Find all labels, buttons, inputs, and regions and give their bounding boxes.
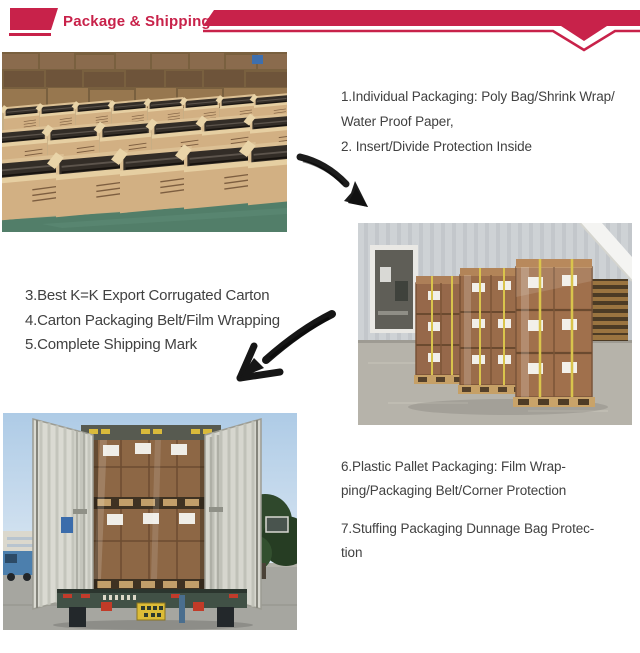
packaging-step-line: tion: [341, 544, 363, 560]
packaging-step-line: Water Proof Paper,: [341, 114, 454, 129]
container-loading-photo: [3, 413, 297, 630]
pallet-photo-illustration: [358, 223, 632, 425]
brush-arrow-down-right-graphic: [286, 150, 378, 214]
packaging-step-line: 5.Complete Shipping Mark: [25, 336, 197, 353]
brush-arrow-down-left-icon: [226, 308, 340, 394]
packaging-steps-block-3: [341, 455, 594, 564]
packaging-step-line: 3.Best K=K Export Corrugated Carton: [25, 287, 270, 304]
ribbon-bar-with-notch: [203, 10, 640, 41]
packaging-step-line: 6.Plastic Pallet Packaging: Film Wrap-: [341, 459, 566, 474]
packaging-step-line: 2. Insert/Divide Protection Inside: [341, 139, 532, 154]
ribbon-left-underline: [9, 33, 51, 36]
packaging-steps-block-1: [341, 84, 615, 159]
container-photo-illustration: [3, 413, 297, 630]
warehouse-photo-illustration: [2, 52, 287, 232]
warehouse-cartons-photo: [2, 52, 287, 232]
brush-arrow-down-right-icon: [286, 150, 378, 214]
packaging-step-line: 7.Stuffing Packaging Dunnage Bag Protec-: [341, 521, 595, 536]
packaging-step-line: ping/Packaging Belt/Corner Protection: [341, 482, 567, 498]
package-shipping-header: [0, 0, 640, 54]
ribbon-left-block: [10, 8, 58, 30]
packaging-step-line: 4.Carton Packaging Belt/Film Wrapping: [25, 311, 280, 329]
pallet-packaging-photo: [358, 223, 632, 425]
packaging-step-line: 1.Individual Packaging: Poly Bag/Shrink Wrap/: [341, 89, 615, 104]
section-title: Package & Shipping: [63, 13, 211, 30]
brush-arrow-down-left-graphic: [226, 308, 340, 394]
